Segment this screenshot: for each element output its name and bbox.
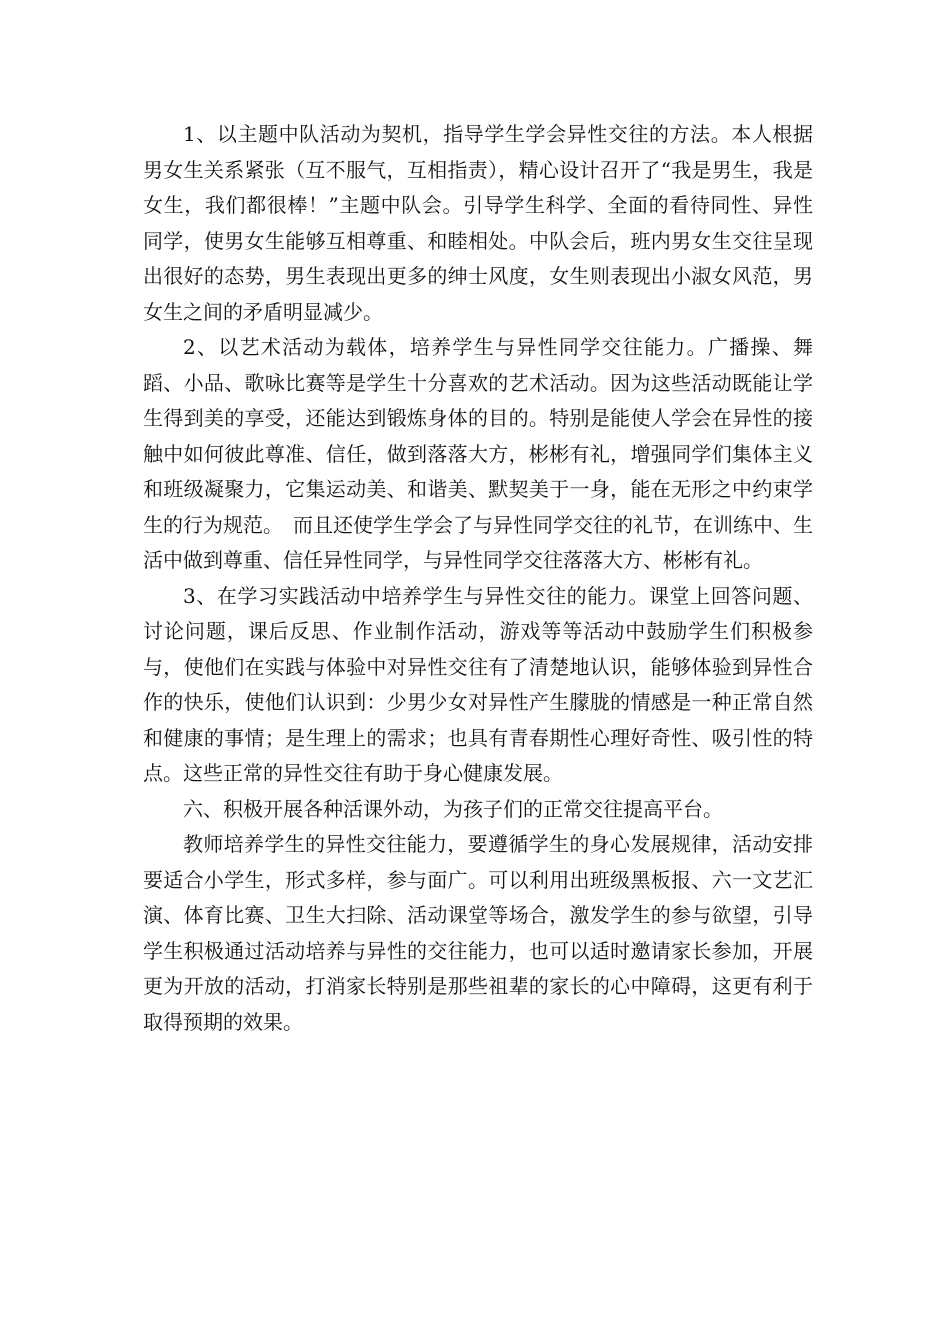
document-body xyxy=(143,117,813,1040)
paragraph-art-activities: 2、以艺术活动为载体，培养学生与异性同学交往能力。广播操、舞蹈、小品、歌咏比赛等是学生十分喜欢的艺术活动。因为这些活动既能让学生得到美的享受，还能达到锻炼身体的目的。特别是能使人学会在异性的接触中如何彼此尊准、信任，做到落落大方，彬彬有礼，增强同学们集体主义和班级凝聚力，它集运动美、和谐美、默契美于一身，能在无形之中约束学生的行为规范。 而且还使学生学会了与异性同学交往的礼节，在训练中、生活中做到尊重、信任异性同学，与异性同学交往落落大方、彬彬有礼。 xyxy=(143,335,813,572)
section-heading-six: 六、积极开展各种活课外动，为孩子们的正常交往提高平台。 xyxy=(183,796,723,821)
paragraph-theme-meeting: 1、以主题中队活动为契机，指导学生学会异性交往的方法。本人根据男女生关系紧张（互不服气，互相指责），精心设计召开了“我是男生，我是女生，我们都很棒！”主题中队会。引导学生科学、全面的看待同性、异性同学，使男女生能够互相尊重、和睦相处。中队会后，班内男女生交往呈现出很好的态势，男生表现出更多的绅士风度，女生则表现出小淑女风范，男女生之间的矛盾明显减少。 xyxy=(143,122,813,324)
paragraph-teacher-guidance: 教师培养学生的异性交往能力，要遵循学生的身心发展规律，活动安排要适合小学生，形式多样，参与面广。可以利用出班级黑板报、六一文艺汇演、体育比赛、卫生大扫除、活动课堂等场合，激发学生的参与欲望，引导学生积极通过活动培养与异性的交往能力，也可以适时邀请家长参加，开展更为开放的活动，打消家长特别是那些祖辈的家长的心中障碍，这更有利于取得预期的效果。 xyxy=(143,832,813,1034)
paragraph-practice-activities: 3、在学习实践活动中培养学生与异性交往的能力。课堂上回答问题、讨论问题，课后反思、作业制作活动，游戏等等活动中鼓励学生们积极参与，使他们在实践与体验中对异性交往有了清楚地认识，能够体验到异性合作的快乐，使他们认识到：少男少女对异性产生朦胧的情感是一种正常自然和健康的事情；是生理上的需求；也具有青春期性心理好奇性、吸引性的特点。这些正常的异性交往有助于身心健康发展。 xyxy=(143,583,813,785)
